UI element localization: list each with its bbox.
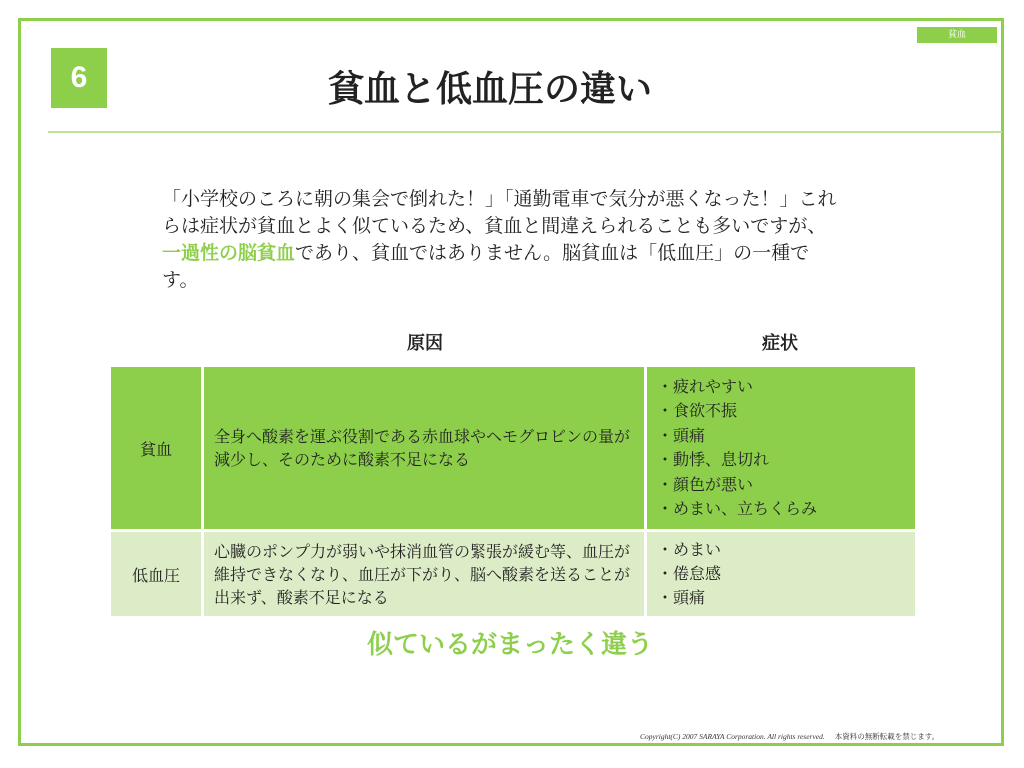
symptoms-cell xyxy=(647,532,915,616)
symptom-item: ・疲れやすい xyxy=(657,376,754,396)
symptoms-cell xyxy=(647,367,915,529)
copyright-text: Copyright(C) 2007 SARAYA Corporation. All rights reserved. xyxy=(640,732,825,741)
symptom-item: ・頭痛 xyxy=(657,425,706,445)
reproduction-notice: 本資料の無断転載を禁じます。 xyxy=(834,732,940,741)
intro-text-before: 「小学校のころに朝の集会で倒れた！」「通勤電車で気分が悪くなった！」これらは症状が貧血とよく似ているため、貧血と間違えられることも多いですが、 xyxy=(162,188,837,237)
header-divider xyxy=(48,131,1002,133)
row-label: 貧血 xyxy=(111,367,201,529)
symptom-list xyxy=(657,375,817,522)
slide-number-badge: 6 xyxy=(51,48,107,108)
symptom-list xyxy=(657,538,721,610)
cause-cell: 心臓のポンプ力が弱いや抹消血管の緊張が緩む等、血圧が維持できなくなり、血圧が下がり、脳へ酸素を送ることが出来ず、酸素不足になる xyxy=(204,532,644,616)
symptom-item: ・食欲不振 xyxy=(657,401,738,420)
intro-highlight: 一過性の脳貧血 xyxy=(162,242,296,264)
symptom-item: ・めまい、立ちくらみ xyxy=(657,499,818,518)
footer xyxy=(640,731,998,743)
row-label: 低血圧 xyxy=(111,532,201,616)
symptom-item: ・頭痛 xyxy=(657,588,706,607)
table-row-hypotension xyxy=(111,532,915,616)
page-title: 貧血と低血圧の違い xyxy=(327,69,652,110)
intro-paragraph xyxy=(162,186,842,294)
conclusion-text: 似ているがまったく違う xyxy=(366,630,653,660)
symptom-item: ・めまい xyxy=(657,540,722,559)
table-row-anemia xyxy=(111,367,915,529)
symptom-item: ・顔色が悪い xyxy=(657,474,754,494)
symptom-item: ・動悸、息切れ xyxy=(657,450,770,469)
symptom-item: ・倦怠感 xyxy=(657,564,722,583)
column-header-cause: 原因 xyxy=(407,333,443,354)
column-header-symptoms: 症状 xyxy=(762,333,798,354)
cause-cell: 全身へ酸素を運ぶ役割である赤血球やヘモグロビンの量が減少し、そのために酸素不足になる xyxy=(204,367,644,529)
category-tag: 貧血 xyxy=(917,27,997,43)
intro-text-after: であり、貧血ではありません。脳貧血は「低血圧」の一種です。 xyxy=(162,242,810,291)
